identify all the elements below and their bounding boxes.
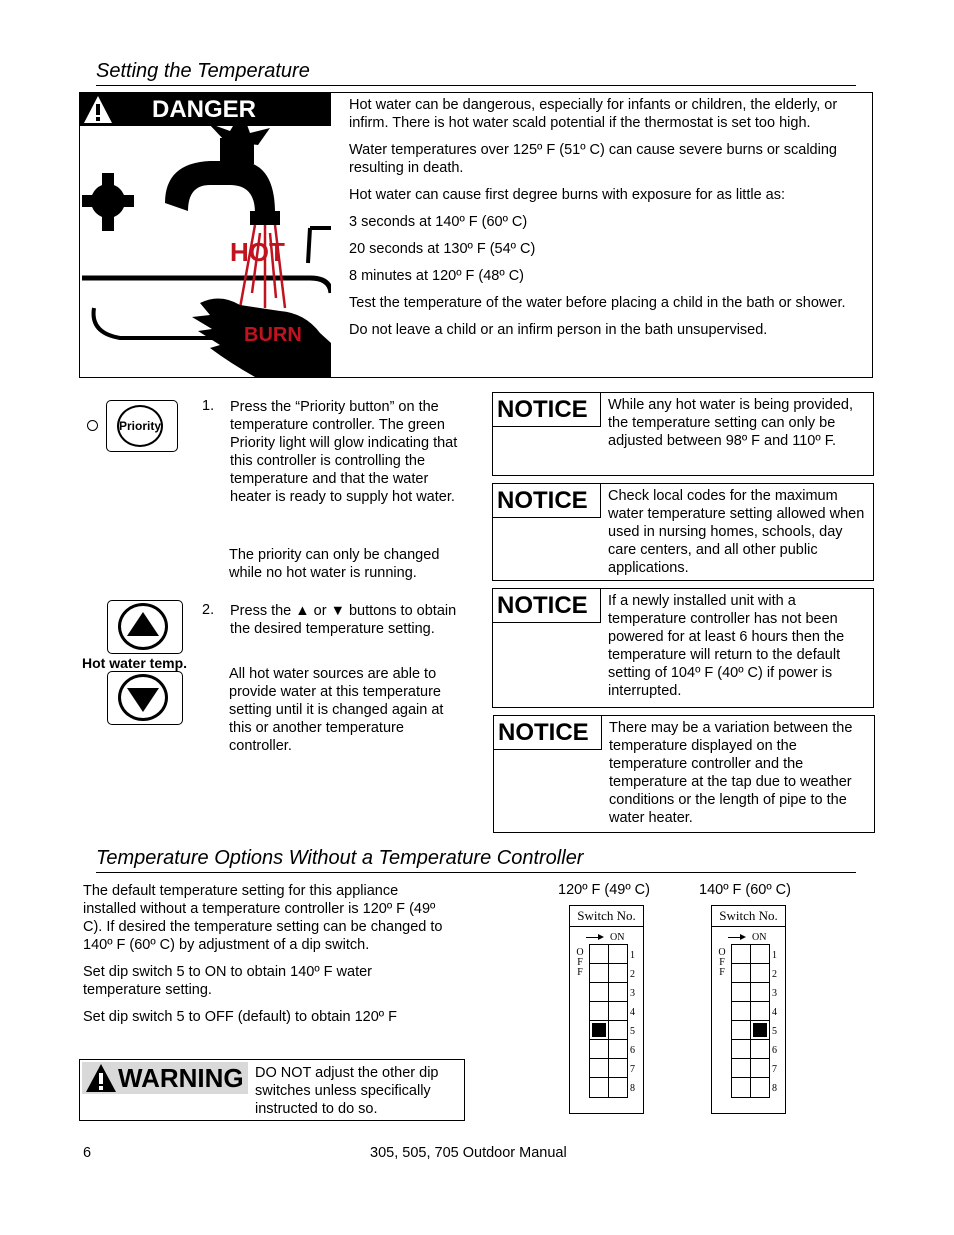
priority-light-icon [87, 420, 98, 431]
danger-paragraph: Water temperatures over 125º F (51º C) can cause severe burns or scalding resulting in death. [349, 142, 837, 176]
dip-switch-8 [732, 1078, 769, 1097]
dip-switch-number: 1 [630, 950, 635, 961]
dip-switch-number: 8 [630, 1083, 635, 1094]
dip-switch-5 [732, 1021, 769, 1040]
notice-box [492, 392, 874, 476]
hot-faucet-burn-icon [80, 93, 331, 377]
dip-switch-2 [732, 964, 769, 983]
priority-button-label: Priority [117, 405, 163, 447]
dip-switch-numbers [630, 946, 635, 1098]
dip-switch-number: 2 [630, 969, 635, 980]
danger-paragraph: 8 minutes at 120º F (48º C) [349, 268, 524, 284]
dip-switch-2 [590, 964, 627, 983]
dip-switch-5 [590, 1021, 627, 1040]
warning-box [79, 1059, 465, 1121]
dip-switch-number: 3 [772, 988, 777, 999]
dip-header: Switch No. [570, 906, 643, 927]
danger-text [349, 96, 869, 348]
notice-box [492, 588, 874, 708]
dip-switch-6 [590, 1040, 627, 1059]
step-2-text: Press the ▲ or ▼ buttons to obtain the desired temperature setting. [230, 603, 457, 637]
warning-triangle-icon [83, 95, 113, 124]
art-burn-text: BURN [244, 324, 302, 346]
step-number: 1. [202, 398, 215, 414]
priority-note: The priority can only be changed while no hot water is running. [229, 547, 440, 581]
temp-up-button-illustration [107, 600, 183, 654]
notice-label: NOTICE [493, 589, 601, 623]
dip-switch-number: 3 [630, 988, 635, 999]
step-1-text: Press the “Priority button” on the temperature controller. The green Priority light will glow indicating that this controller is controlling the temperature and that the water heater is ready to supply hot water. [230, 399, 458, 505]
dip-switch-4 [732, 1002, 769, 1021]
options-paragraph: Set dip switch 5 to ON to obtain 140º F water temperature setting. [83, 964, 372, 998]
dip-switch-number: 4 [630, 1007, 635, 1018]
notice-box [493, 715, 875, 833]
art-hot-text: HOT [230, 237, 285, 267]
danger-label: DANGER [152, 96, 257, 123]
dip-switch-number: 6 [772, 1045, 777, 1056]
notice-text: If a newly installed unit with a temperature controller has not been powered for at least 6 hours then the temperature will return to the default setting of 104º F (40º C) if power is interrupted. [608, 593, 845, 699]
warning-tag [82, 1062, 248, 1094]
dip-switch-7 [732, 1059, 769, 1078]
warning-text: DO NOT adjust the other dip switches unless specifically instructed to do so. [255, 1065, 439, 1117]
danger-paragraph: Do not leave a child or an infirm person in the bath unsupervised. [349, 322, 768, 338]
notice-text: Check local codes for the maximum water temperature setting allowed when used in nursing homes, schools, day care centers, and all other public applications. [608, 488, 865, 576]
dip-switch-4 [590, 1002, 627, 1021]
options-paragraph: The default temperature setting for this appliance installed without a temperature controller is 120º F (49º C). If desired the temperature setting can be changed to 140º F (60º C) by adjustment of a dip switch. [83, 883, 443, 953]
danger-paragraph: Hot water can be dangerous, especially for infants or children, the elderly, or infirm. There is hot water scald potential if the thermostat is set too high. [349, 97, 838, 131]
dip-switch-3 [590, 983, 627, 1002]
step-number: 2. [202, 602, 215, 618]
dip-header: Switch No. [712, 906, 785, 927]
temp-setting-note: All hot water sources are able to provide water at this temperature setting until it is changed again at this or another temperature controller. [229, 666, 444, 754]
dip-switch-number: 5 [772, 1026, 777, 1037]
dip-switch-6 [732, 1040, 769, 1059]
dip-switch-3 [732, 983, 769, 1002]
on-arrow-icon [728, 937, 744, 938]
dip-switch-8 [590, 1078, 627, 1097]
notice-text: There may be a variation between the temperature displayed on the temperature controller and the temperature at the tap due to weather conditions or the length of pipe to the water heater. [609, 720, 853, 826]
dip-switch-number: 5 [630, 1026, 635, 1037]
options-paragraph: Set dip switch 5 to OFF (default) to obtain 120º F [83, 1009, 397, 1025]
dip-switch-number: 1 [772, 950, 777, 961]
danger-header [80, 93, 331, 126]
danger-paragraph: 3 seconds at 140º F (60º C) [349, 214, 528, 230]
dip-off-label: O F F [576, 947, 584, 978]
danger-paragraph: 20 seconds at 130º F (54º C) [349, 241, 536, 257]
dip-switch-number: 4 [772, 1007, 777, 1018]
danger-illustration [80, 93, 331, 377]
dip-switch-number: 2 [772, 969, 777, 980]
notice-label: NOTICE [493, 484, 601, 518]
section-title-temperature-options: Temperature Options Without a Temperature Controller [96, 847, 856, 873]
dip-switch-grid [731, 944, 770, 1098]
dip-switch-number: 8 [772, 1083, 777, 1094]
dip-switch-off-marker [592, 1023, 606, 1037]
danger-paragraph: Test the temperature of the water before placing a child in the bath or shower. [349, 295, 846, 311]
footer-title: 305, 505, 705 Outdoor Manual [370, 1145, 567, 1161]
dip-switch-7 [590, 1059, 627, 1078]
dip-switch-on-marker [753, 1023, 767, 1037]
on-arrow-icon [586, 937, 602, 938]
up-arrow-icon [121, 606, 165, 647]
warning-label: WARNING [118, 1063, 244, 1093]
section-title-setting-temperature: Setting the Temperature [96, 60, 856, 86]
page-number: 6 [83, 1145, 92, 1161]
notice-text: While any hot water is being provided, the temperature setting can only be adjusted between 98º F and 110º F. [608, 397, 854, 449]
dip-switch-number: 6 [630, 1045, 635, 1056]
dip-switch-grid [589, 944, 628, 1098]
temperature-options-text [83, 882, 443, 1035]
dip-off-label: O F F [718, 947, 726, 978]
notice-box [492, 483, 874, 581]
priority-button-illustration [106, 400, 178, 452]
dip-switch-diagram-140f [711, 905, 786, 1114]
down-arrow-icon [121, 677, 165, 718]
dip-switch-diagram-120f [569, 905, 644, 1114]
dip-switch-number: 7 [630, 1064, 635, 1075]
dip-on-label: ON [752, 932, 767, 943]
hot-water-temp-label: Hot water temp. [82, 655, 188, 671]
dip-caption-120f: 120º F (49º C) [558, 882, 650, 898]
warning-triangle-icon [85, 1063, 117, 1093]
dip-switch-1 [590, 945, 627, 964]
temp-down-button-illustration [107, 671, 183, 725]
notice-label: NOTICE [493, 393, 601, 427]
dip-switch-numbers [772, 946, 777, 1098]
dip-switch-number: 7 [772, 1064, 777, 1075]
dip-on-label: ON [610, 932, 625, 943]
dip-caption-140f: 140º F (60º C) [699, 882, 791, 898]
danger-paragraph: Hot water can cause first degree burns with exposure for as little as: [349, 187, 786, 203]
dip-switch-1 [732, 945, 769, 964]
notice-label: NOTICE [494, 716, 602, 750]
